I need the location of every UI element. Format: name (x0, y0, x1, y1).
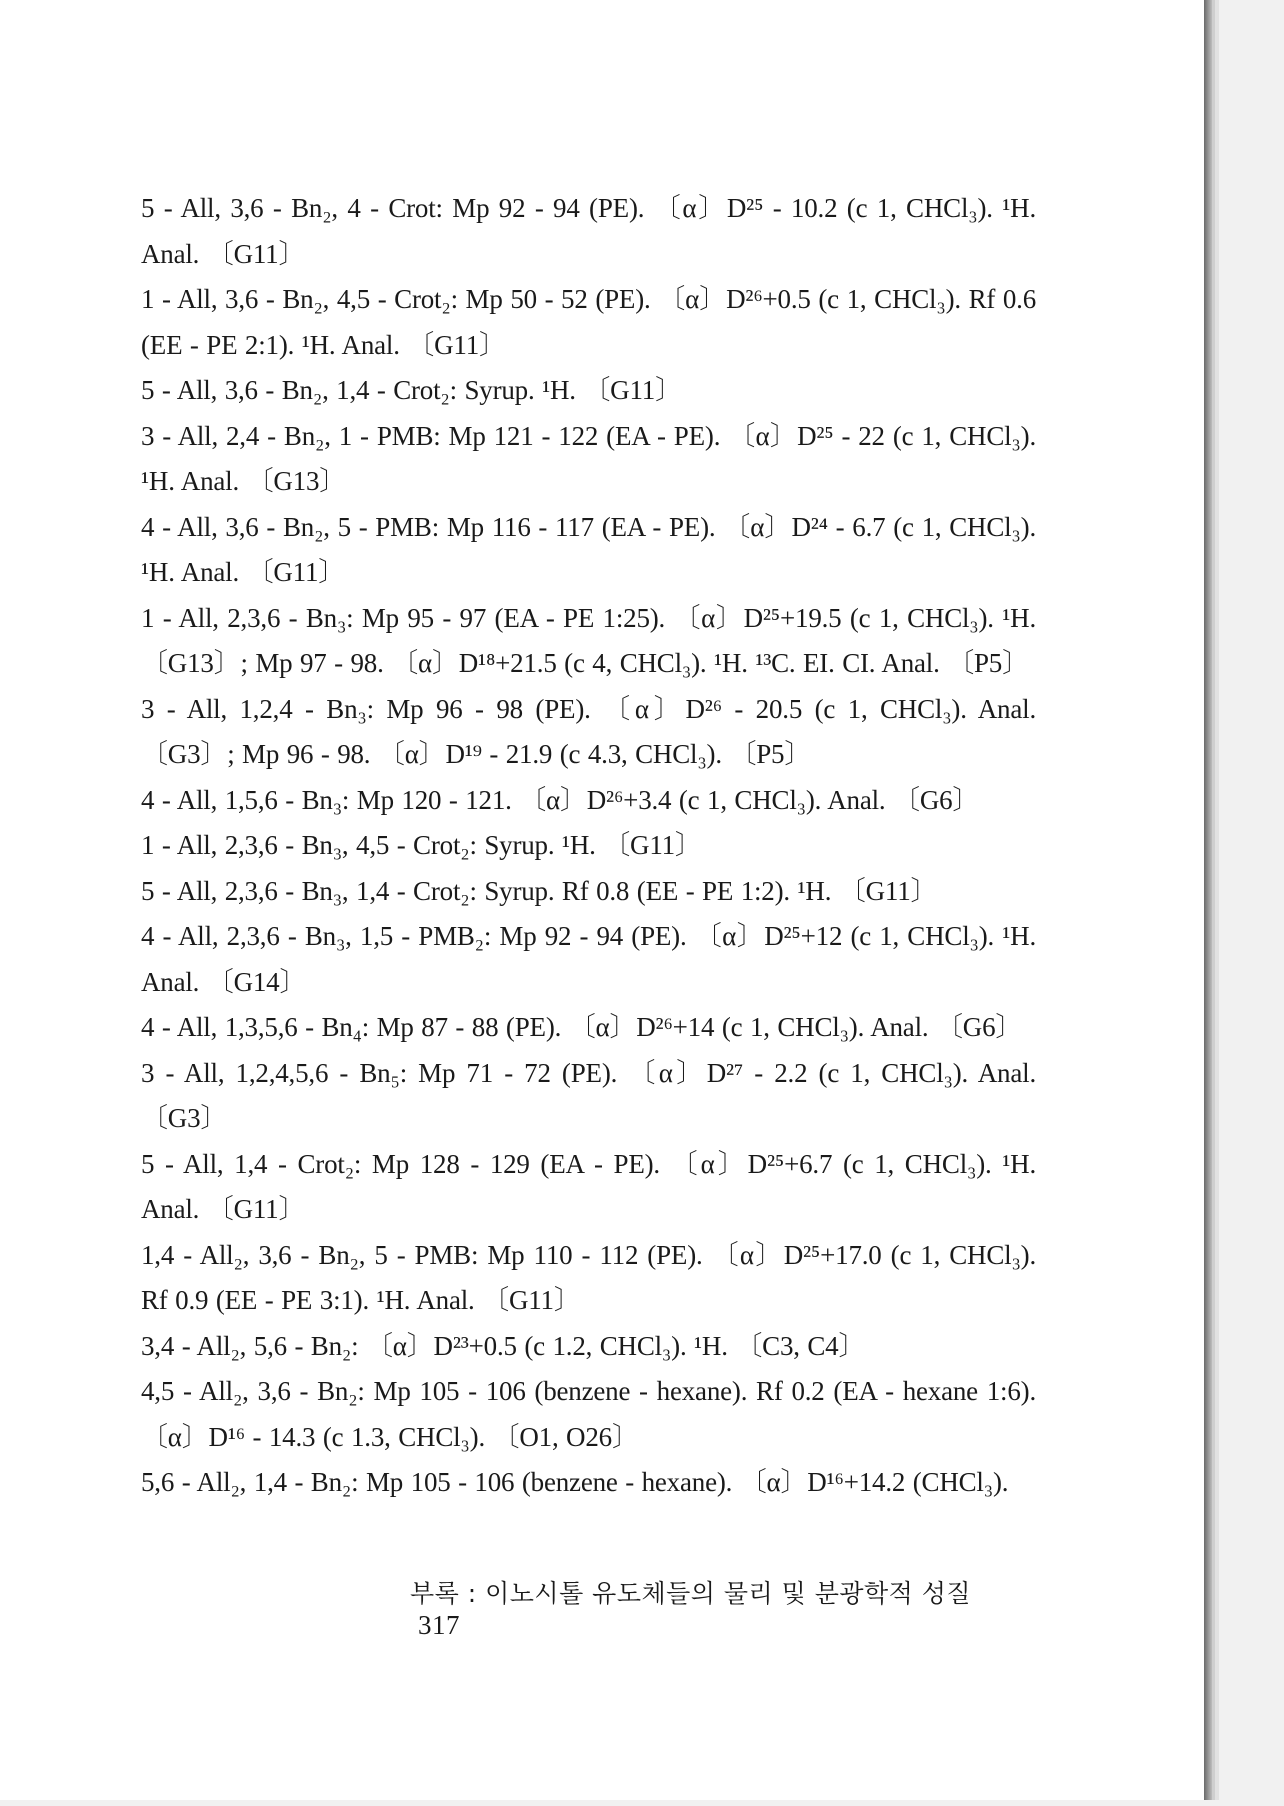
compound-entry: 4 - All, 1,5,6 - Bn₃: Mp 120 - 121. 〔α〕D²⁶+3.4 (c 1, CHCl₃). Anal. 〔G6〕 (141, 784, 980, 815)
running-title: 부록 : 이노시톨 유도체들의 물리 및 분광학적 성질 (410, 1579, 972, 1608)
page-number: 317 (418, 1610, 460, 1640)
compound-entry: 1 - All, 2,3,6 - Bn₃, 4,5 - Crot₂: Syrup. ¹H. 〔G11〕 (141, 830, 702, 860)
compound-entry: 5 - All, 1,4 - Crot₂: Mp 128 - 129 (EA - PE). 〔α〕D²⁵+6.7 (c 1, CHCl₃). ¹H. Anal. 〔G11〕 (141, 1148, 1036, 1224)
compound-entry: 3 - All, 1,2,4 - Bn₃: Mp 96 - 98 (PE). 〔α〕D²⁶ - 20.5 (c 1, CHCl₃). Anal. 〔G3〕; Mp 96 - 98. 〔α〕D¹⁹ - 21.9 (c 4.3, CHCl₃). 〔P5〕 (141, 693, 1036, 769)
compound-entry: 5 - All, 2,3,6 - Bn₃, 1,4 - Crot₂: Syrup. Rf 0.8 (EE - PE 1:2). ¹H. 〔G11〕 (141, 875, 938, 906)
compound-entry: 4 - All, 1,3,5,6 - Bn₄: Mp 87 - 88 (PE). 〔α〕D²⁶+14 (c 1, CHCl₃). Anal. 〔G6〕 (141, 1012, 1023, 1042)
compound-entry: 3 - All, 2,4 - Bn₂, 1 - PMB: Mp 121 - 122 (EA - PE). 〔α〕D²⁵ - 22 (c 1, CHCl₃). ¹H. Anal. 〔G13〕 (141, 420, 1036, 496)
compound-entry: 3,4 - All₂, 5,6 - Bn₂: 〔α〕D²³+0.5 (c 1.2, CHCl₃). ¹H. 〔C3, C4〕 (141, 1330, 866, 1361)
compound-entry: 4 - All, 3,6 - Bn₂, 5 - PMB: Mp 116 - 117 (EA - PE). 〔α〕D²⁴ - 6.7 (c 1, CHCl₃). ¹H. Anal. 〔G11〕 (141, 511, 1036, 587)
compound-entry: 1,4 - All₂, 3,6 - Bn₂, 5 - PMB: Mp 110 - 112 (PE). 〔α〕D²⁵+17.0 (c 1, CHCl₃). Rf 0.9 (EE - PE 3:1). ¹H. Anal. 〔G11〕 (141, 1239, 1036, 1315)
compound-entry: 5 - All, 3,6 - Bn₂, 4 - Crot: Mp 92 - 94 (PE). 〔α〕D²⁵ - 10.2 (c 1, CHCl₃). ¹H. Anal. 〔G11〕 (141, 193, 1036, 269)
compound-entry: 5,6 - All₂, 1,4 - Bn₂: Mp 105 - 106 (benzene - hexane). 〔α〕D¹⁶+14.2 (CHCl₃). (141, 1467, 1009, 1497)
compound-entry: 5 - All, 3,6 - Bn₂, 1,4 - Crot₂: Syrup. ¹H. 〔G11〕 (141, 375, 682, 405)
compound-entry: 4,5 - All₂, 3,6 - Bn₂: Mp 105 - 106 (benzene - hexane). Rf 0.2 (EA - hexane 1:6). 〔α〕D¹⁶ - 14.3 (c 1.3, CHCl₃). 〔O1, O26〕 (141, 1376, 1036, 1452)
compound-entry: 1 - All, 3,6 - Bn₂, 4,5 - Crot₂: Mp 50 - 52 (PE). 〔α〕D²⁶+0.5 (c 1, CHCl₃). Rf 0.6 (EE - PE 2:1). ¹H. Anal. 〔G11〕 (141, 284, 1036, 360)
compound-entry: 4 - All, 2,3,6 - Bn₃, 1,5 - PMB₂: Mp 92 - 94 (PE). 〔α〕D²⁵+12 (c 1, CHCl₃). ¹H. Anal. 〔G14〕 (141, 921, 1036, 997)
page-edge-shadow (1204, 0, 1212, 1800)
compound-entry-list (141, 186, 1036, 1506)
compound-entry: 1 - All, 2,3,6 - Bn₃: Mp 95 - 97 (EA - PE 1:25). 〔α〕D²⁵+19.5 (c 1, CHCl₃). ¹H. 〔G13〕; Mp 97 - 98. 〔α〕D¹⁸+21.5 (c 4, CHCl₃). ¹H. ¹³C. EI. CI. Anal. 〔P5〕 (141, 602, 1036, 678)
compound-entry: 3 - All, 1,2,4,5,6 - Bn₅: Mp 71 - 72 (PE). 〔α〕D²⁷ - 2.2 (c 1, CHCl₃). Anal. 〔G3〕 (141, 1057, 1036, 1133)
page-footer (410, 1574, 1010, 1641)
